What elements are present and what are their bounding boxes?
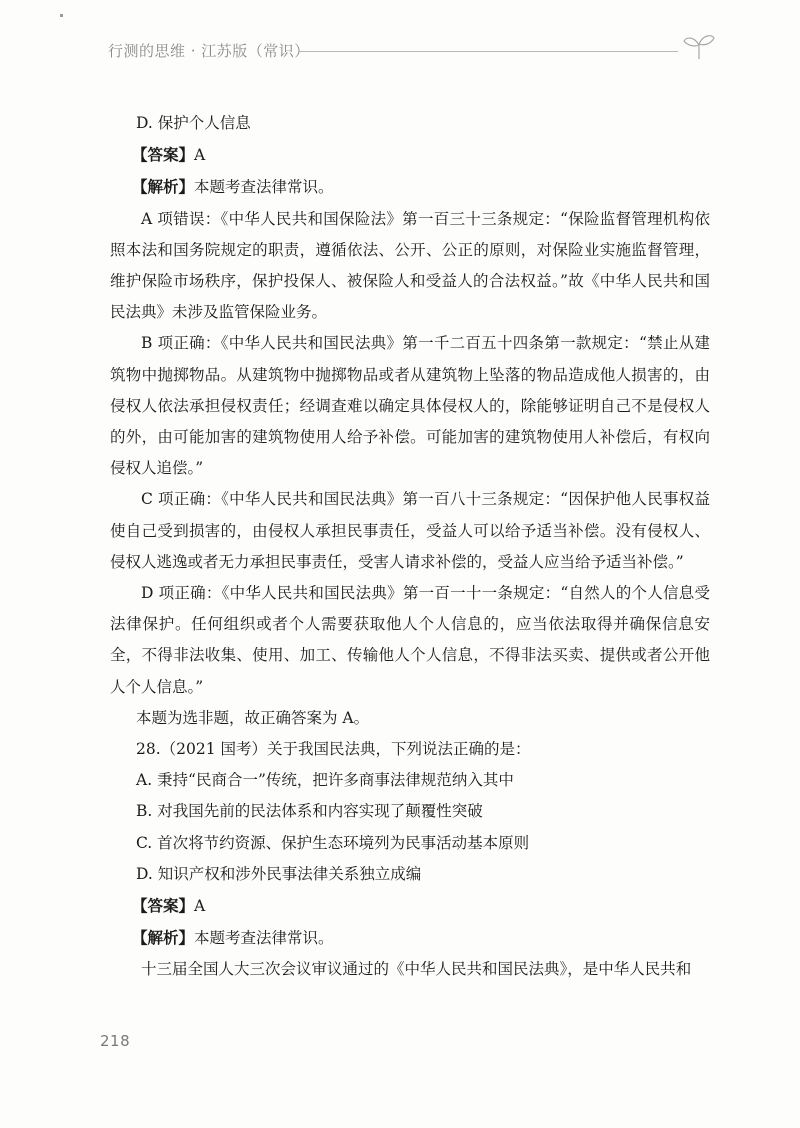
question-28-option-b: B. 对我国先前的民法体系和内容实现了颠覆性突破 [136, 802, 483, 821]
paragraph-item-c: C 项正确：《中华人民共和国民法典》第一百八十三条规定：“因保护他人民事权益使自己受到损害的，由侵权人承担民事责任，受益人可以给予适当补偿。没有侵权人、侵权人逃逸或者无力承担民事责任，受害人请求补偿的，受益人应当给予适当补偿。” [110, 490, 710, 571]
scan-dot [60, 14, 63, 17]
answer-label: 【答案】 [132, 145, 195, 165]
analysis-text: 本题考查法律常识。 [194, 929, 334, 948]
answer-line-2 [110, 890, 710, 922]
question-28-option-c: C. 首次将节约资源、保护生态环境列为民事活动基本原则 [136, 833, 530, 852]
question-28-option-a: A. 秉持“民商合一”传统，把许多商事法律规范纳入其中 [136, 771, 514, 790]
analysis-line-1 [110, 171, 710, 203]
analysis-label: 【解析】 [132, 177, 195, 197]
answer-value: A [194, 146, 206, 165]
header-title: 行测的思维 · 江苏版（常识） [108, 42, 310, 60]
paragraph-item-a: A 项错误：《中华人民共和国保险法》第一百三十三条规定：“保险监督管理机构依照本法和国务院规定的职责，遵循依法、公开、公正的原则，对保险业实施监督管理，维护保险市场秩序，保护投保人、被保险人和受益人的合法权益。”故《中华人民共和国民法典》未涉及监管保险业务。 [110, 209, 710, 322]
previous-option-d: D. 保护个人信息 [136, 114, 251, 132]
paragraph-item-b: B 项正确：《中华人民共和国民法典》第一千二百五十四条第一款规定：“禁止从建筑物中抛掷物品。从建筑物中抛掷物品或者从建筑物上坠落的物品造成他人损害的，由侵权人依法承担侵权责任；经调查难以确定具体侵权人的，除能够证明自己不是侵权人的外，由可能加害的建筑物使用人给予补偿。可能加害的建筑物使用人补偿后，有权向侵权人追偿。” [110, 334, 710, 478]
page-number: 218 [100, 1032, 131, 1050]
analysis-text: 本题考查法律常识。 [194, 178, 334, 197]
page-content [110, 108, 710, 986]
answer-label: 【答案】 [132, 896, 195, 916]
paragraph-final: 十三届全国人大三次会议审议通过的《中华人民共和国民法典》，是中华人民共和 [141, 960, 692, 979]
running-header [108, 32, 718, 68]
question-28-stem: 28.（2021 国考）关于我国民法典，下列说法正确的是： [136, 740, 531, 759]
answer-line-1 [110, 139, 710, 171]
question-28-option-d: D. 知识产权和涉外民事法律关系独立成编 [136, 864, 422, 883]
header-rule [298, 51, 678, 52]
paragraph-item-d: D 项正确：《中华人民共和国民法典》第一百一十一条规定：“自然人的个人信息受法律保护。任何组织或者个人需要获取他人个人信息的，应当依法取得并确保信息安全，不得非法收集、使用、加工、传输他人个人信息，不得非法买卖、提供或者公开他人个人信息。” [110, 584, 710, 696]
sprout-icon [682, 32, 716, 60]
answer-value: A [194, 897, 206, 916]
conclusion-line: 本题为选非题，故正确答案为 A。 [136, 708, 370, 727]
analysis-line-2 [110, 922, 710, 954]
analysis-label: 【解析】 [132, 928, 195, 948]
